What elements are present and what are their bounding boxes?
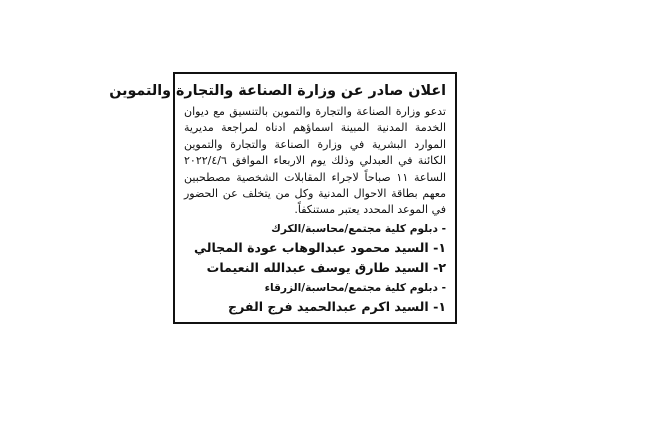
announcement-box [109,72,457,324]
announcement-body: تدعو وزارة الصناعة والتجارة والتموين بالتنسيق مع ديوان الخدمة المدنية المبينة اسماؤهم ادناه لمراجعة مديرية الموارد البشرية في وزارة الصناعة والتجارة والتموين الكائنة في العبدلي وذلك يوم الاربعاء الموافق ٢٠٢٢/٤/٦ الساعة ١١ صباحاً لاجراء المقابلات الشخصية مصطحبين معهم بطاقة الاحوال المدنية وكل من يتخلف عن الحضور في الموعد المحدد يعتبر مستنكفاً. [184,105,446,217]
announcement-title: اعلان صادر عن وزارة الصناعة والتجارة والتموين [109,83,446,99]
group-heading-zarqa: - دبلوم كلية مجتمع/محاسبة/الزرقاء [264,281,446,294]
candidate-name: ١- السيد محمود عبدالوهاب عودة المجالي [193,239,446,255]
group-heading-karak: - دبلوم كلية مجتمع/محاسبة/الكرك [271,222,446,235]
candidate-name: ١- السيد اكرم عبدالحميد فرج الفرج [228,298,446,314]
candidate-name: ٢- السيد طارق يوسف عبدالله النعيمات [206,259,446,275]
